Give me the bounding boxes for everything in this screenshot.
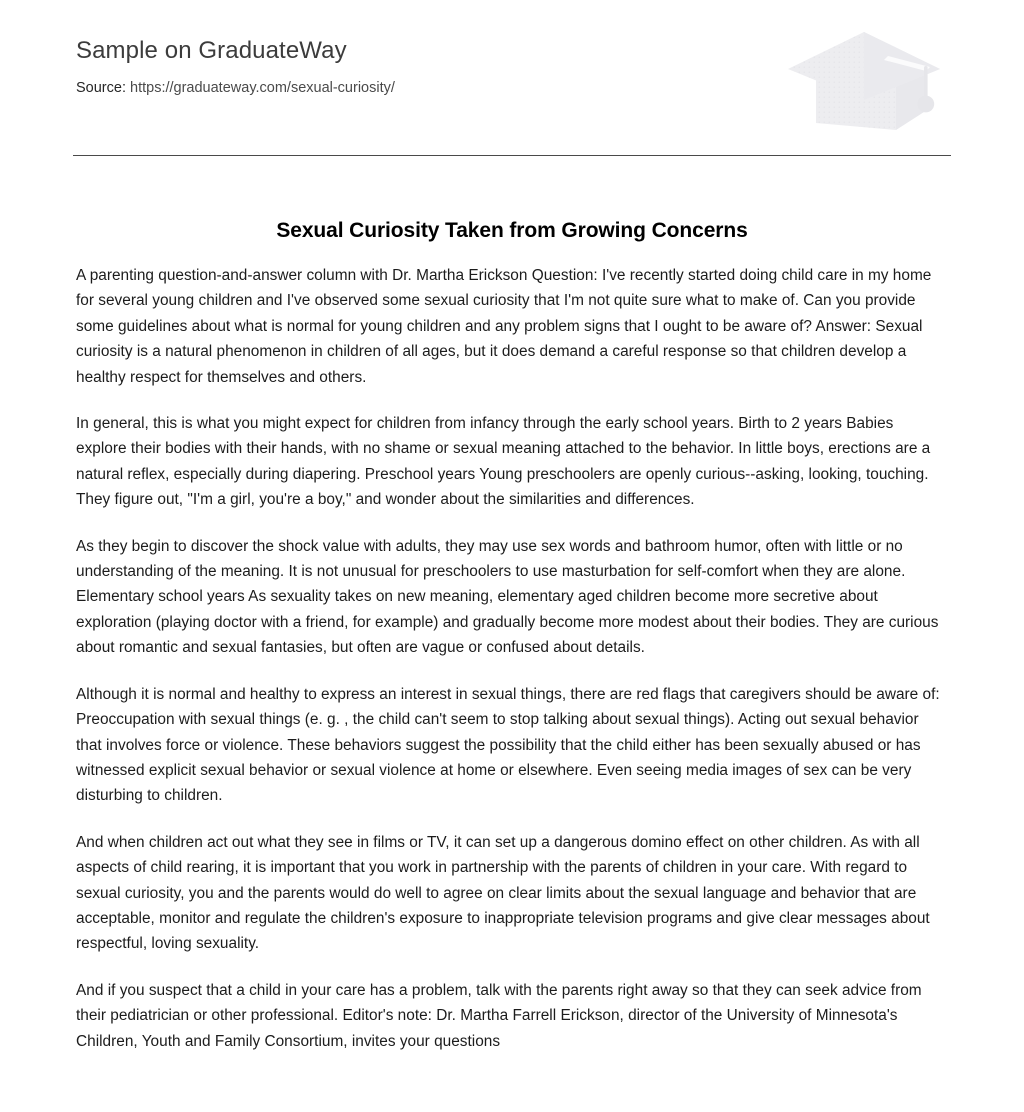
graduation-cap-icon (778, 26, 950, 134)
brand-title: Sample on GraduateWay (76, 37, 347, 64)
article-paragraph: In general, this is what you might expect for children from infancy through the early school years. Birth to 2 years Babies explore their bodies with their hands, with no shame or sexual meaning attached to the behavior. In little boys, erections are a natural reflex, especially during diapering. Preschool years Young preschoolers are openly curious--asking, looking, touching. They figure out, "I'm a girl, you're a boy," and wonder about the similarities and differences. (76, 415, 931, 509)
article-paragraph: And if you suspect that a child in your care has a problem, talk with the parents right away so that they can seek advice from their pediatrician or other professional. Editor's note: Dr. Martha Farrell Erickson, director of the University of Minnesota's Children, Youth and Family Consortium, invites your questions (76, 981, 922, 1050)
page-title: Sexual Curiosity Taken from Growing Concerns (276, 219, 748, 243)
source-url-link[interactable]: https://graduateway.com/sexual-curiosity/ (130, 80, 395, 96)
article-paragraph: Although it is normal and healthy to express an interest in sexual things, there are red flags that caregivers should be aware of: Preoccupation with sexual things (e. g. , the child can't seem to stop talking about sexual things). Acting out sexual behavior that involves force or violence. These behaviors suggest the possibility that the child either has been sexually abused or has witnessed explicit sexual behavior or sexual violence at home or elsewhere. Even seeing media images of sex can be very disturbing to children. (76, 685, 940, 805)
source-line (76, 78, 696, 98)
brand-block (76, 36, 696, 98)
article-body (76, 263, 948, 1054)
article-paragraph: As they begin to discover the shock value with adults, they may use sex words and bathroom humor, often with little or no understanding of the meaning. It is not unusual for preschoolers to use masturbation for self-comfort when they are alone. Elementary school years As sexuality takes on new meaning, elementary aged children become more secretive about exploration (playing doctor with a friend, for example) and gradually become more modest about their bodies. They are curious about romantic and sexual fantasies, but often are vague or confused about details. (76, 537, 939, 657)
page-header (0, 0, 1024, 156)
article-paragraph: A parenting question-and-answer column with Dr. Martha Erickson Question: I've recently started doing child care in my home for several young children and I've observed some sexual curiosity that I'm not quite sure what to make of. Can you provide some guidelines about what is normal for young children and any problem signs that I ought to be aware of? Answer: Sexual curiosity is a natural phenomenon in children of all ages, but it does demand a careful response so that children develop a healthy respect for themselves and others. (76, 267, 932, 386)
article-paragraph: And when children act out what they see in films or TV, it can set up a dangerous domino effect on other children. As with all aspects of child rearing, it is important that you work in partnership with the parents of children in your care. With regard to sexual curiosity, you and the parents would do well to agree on clear limits about the sexual language and behavior that are acceptable, monitor and regulate the children's exposure to inappropriate television programs and give clear messages about respectful, loving sexuality. (76, 833, 930, 953)
header-divider (73, 155, 951, 156)
source-label: Source: (76, 80, 126, 96)
